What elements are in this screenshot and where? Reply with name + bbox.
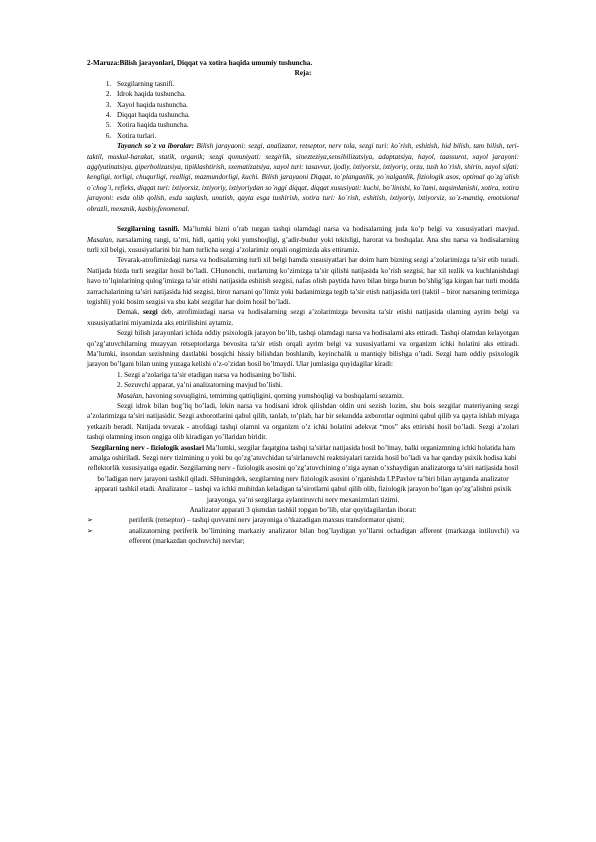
keywords-label: Tayanch so`z va iboralar: — [117, 142, 194, 151]
paragraph-example — [87, 391, 519, 401]
paragraph-text: Ma’lumki, sezgilar faqatgina tashqi ta’sirlar natijasida hosil bo’lmay, balki organizmning ichki holatida ham amalga oshiriladi. Sezgi nerv tizimining u yoki bu qo’zg’atuvchidan ta’sirlanuvchi reaktsiyalari tarzida hosil bo’ladi va har qanday psixik hodisa kabi reflektorlik xususiyatiga egadir. Sezgilarning nerv - fiziologik asosini qo’zg’atuvchining o’ziga aynan o’xshaydigan analizatorga ta’siri natijasida hosil bo’ladigan nerv jarayoni tashkil qiladi. SHuningdek, sezgilarning nerv fiziologik asosini o’rganishda I.P.Pavlov ta’biri bilan aytganda analizator apparati tashkil etadi. Analizator – tashqi va ichki muhitdan keladigan ta’sirotlarni qabul qilib olib, fiziologik jarayon bo’lgan qo’zg’alishni psixik jarayonga, ya’ni sezgilarga aylantiruvchi nerv mexanizmlari tizimi. — [87, 443, 519, 504]
conditions-list — [87, 370, 519, 391]
keywords-paragraph — [87, 141, 519, 214]
conditions-item: 2. Sezuvchi apparat, ya’ni analizatorning mavjud bo’lishi. — [117, 381, 283, 390]
paragraph-italic: Masalan, — [87, 235, 114, 244]
plan-list — [87, 79, 519, 141]
paragraph-italic: Masalan, — [117, 391, 144, 400]
paragraph-text: narsalarning rangi, ta’mi, hidi, qattiq yoki yumshoqligi, g’adir-budur yoki tekisligi, harorat va boshqalar. Ana shu narsa va hodisalarning turli xil belgi, xususiyatlarini biz ham turlicha sezgi a’zolarimiz orqali ongimizda aks ettiramiz. — [87, 235, 519, 254]
plan-item: 6. Xotira turlari. — [113, 131, 519, 141]
document-page — [87, 58, 519, 547]
paragraph-definition — [87, 307, 519, 328]
plan-item: 3. Xayol haqida tushuncha. — [113, 100, 519, 110]
bullet-text: periferik (retseptor) – tashqi quvvatni nerv jarayoniga o’tkazadigan maxsus transformator qismi; — [129, 516, 405, 525]
plan-item: 2. Idrok haqida tushuncha. — [113, 89, 519, 99]
plan-item: 1. Sezgilarning tasnifi. — [113, 79, 519, 89]
section-heading: Sezgilarning tasnifi. — [117, 225, 180, 234]
paragraph-sensation-classification — [87, 224, 519, 255]
arrow-bullet-icon: ➢ — [87, 526, 93, 535]
paragraph-analyzer-parts: Analizator apparati 3 qismdan tashkil topgan bo’lib, ular quyidagilardan iborat: — [189, 506, 417, 515]
paragraph-perception: Sezgi idrok bilan bog’liq bo’ladi, lekin narsa va hodisani idrok qilishdan oldin uni sezish lozim, shu bois sezgilar materiyaning sezgi a’zolarimizga ta’siri natijasidir. Sezgi axborotlarini qabul qilib, tanlab, to’plab, har bir sekundda axborotlar oqimini qabul qilib va qayta ishlab miyaga yetkazib beradi. Natijada tevarak - atrofdagi tashqi olamni va organizm o’z ichki holatini adekvat “mos” aks ettirishi hosil bo’ladi. Sezgi a’zolari tashqi olamning inson ongiga olib kiradigan yo’llaridan biridir. — [87, 402, 519, 442]
section-heading: Sezgilarning nerv - fiziologik asoslari — [91, 443, 205, 452]
plan-heading: Reja: — [294, 69, 312, 78]
paragraph-neurophysiology — [87, 443, 519, 505]
keywords-text: Bilish jarayaoni: sezgi, analizator, retseptor, nerv tola, sezgi turi: ko`rish, eshitish, hid bilish, tam bilish, teri-taktil, muskul-harakat, statik, organik; sezgi qonuniyati: sezgirlik, sinezteziya,sensibilizatsiya, adaptatsiya, hayol, taassurot, xayol jarayoni: agglyutinatsiya, giperbolizatsiya, tipiklashtirish, sxematizatsiya, xayol turi: tasavvur, ijodiy, ixtiyorsiz, ixtiyoriy, orzu, tush ko`rish, shirin, xayol sifati: kengligi, torligi, chuqurligi, realligi, mazmundorligi, kuchi. Bilish jarayaoni Diqqat, to`planganlik, yo`nalganlik, fiziologik asos, optimal qo`zg`alish o`chog`i, refleks, diqqat turi: ixtiyorsiz, ixtiyoriy, ixtiyoriydan so`nggi diqqat, diqqat xususiyati: kuchi, bo`linishi, ko`lami, taqsimlanishi, xotira, xotira jarayoni: esda olib qolish, esda saqlash, unutish, qayta esga tushirish, xotira turi: ko`rish, eshitish, ixtiyoriy, ixtiyorsiz, so`z-mantiq, emotsional obrazli, mexanik, kasbiy,fenomenal. — [87, 142, 519, 213]
paragraph-cognitive-process: Sezgi bilish jarayonlari ichida oddiy psixologik jarayon bo’lib, tashqi olamdagi narsa va hodisalarni aks ettiradi. Tashqi olamdan kelayotgan qo’zg’atuvchilarning muayyan retseptorlarga bevosita ta’sir etish orqali ayrim belgi va xususiyatlarni va organizm ichki holatini aks ettiradi. Ma’lumki, insondan sezishning dastlabki bosqichi hissiy bilishdan boshlanib, keyinchalik u mantiqiy bilishga o’tadi. Sezgi ham oddiy psixologik jarayon bo’lgani bilan uning yuzaga kelishi o’z-o’zidan hosil bo’lmaydi. Ular jumlasiga quyidagilar kiradi: — [87, 329, 519, 369]
plan-item: 5. Xotira haqida tushuncha. — [113, 120, 519, 130]
bullet-text: analizatorning periferik bo’limining markaziy analizator bilan bog’laydigan yo’llarni ochadigan afferent (markazga intiluvchi) va efferent (markazdan qochuvchi) nervlar; — [129, 526, 519, 546]
conditions-item: 1. Sezgi a’zolariga ta’sir etadigan narsa va hodisaning bo’lishi. — [117, 370, 297, 379]
bullet-item — [87, 515, 519, 525]
plan-item: 4. Diqqat haqida tushuncha. — [113, 110, 519, 120]
paragraph-text: Demak, — [117, 308, 143, 317]
paragraph-text: havoning sovuqligini, temirning qattiqligini, qorning yumshoqligi va boshqalarni sezamiz. — [143, 391, 404, 400]
arrow-bullet-icon: ➢ — [87, 516, 93, 525]
paragraph-text: deb, atrofimizdagi narsa va hodisalarning sezgi a’zolarimizga bevosita ta’sir etishi natijasida ularning ayrim belgi va xususiyatlarini miyamizda aks ettirilishini aytamiz. — [87, 308, 519, 327]
term-sezgi: sezgi — [143, 308, 158, 317]
paragraph-text: Ma’lumki bizni o’rab turgan tashqi olamdagi narsa va hodisalarning juda ko’p belgi va xususiyatlari mavjud. — [179, 225, 519, 234]
paragraph-environment: Tevarak-atrofimizdagi narsa va hodisalarning turli xil belgi hamda xususiyatlari har doim ham bizning sezgi a’zolarimizga ta’sir etib turadi. Natijada bizda turli sezgilar hosil bo’ladi. CHunonchi, nurlarning ko’zimizga ta’sir qilishi natijasida ko’rish sezgisi, har xil tezlik va kuchlanishdagi havo to’lqinlarining qulog’imizga ta’sir etishi natijasida eshitish sezgisi, nafas olish paytida havo bilan birga burun bo’shlig’iga kirgan har turli modda zarrachalarining ta’siri natijasida hid sezgisi, biror narsani qo’limiz yoki badanimizga tegib ta’sir etish natijasida teri (taktil – biror narsaning terimizga tegishli) yoki bosim sezgisi va shu kabi sezgilar har doim hosil bo’ladi. — [87, 256, 519, 306]
bullet-item — [87, 526, 519, 547]
lecture-title: 2-Maruza:Bilish jarayonlari, Diqqat va xotira haqida umumiy tushuncha. — [87, 59, 313, 67]
